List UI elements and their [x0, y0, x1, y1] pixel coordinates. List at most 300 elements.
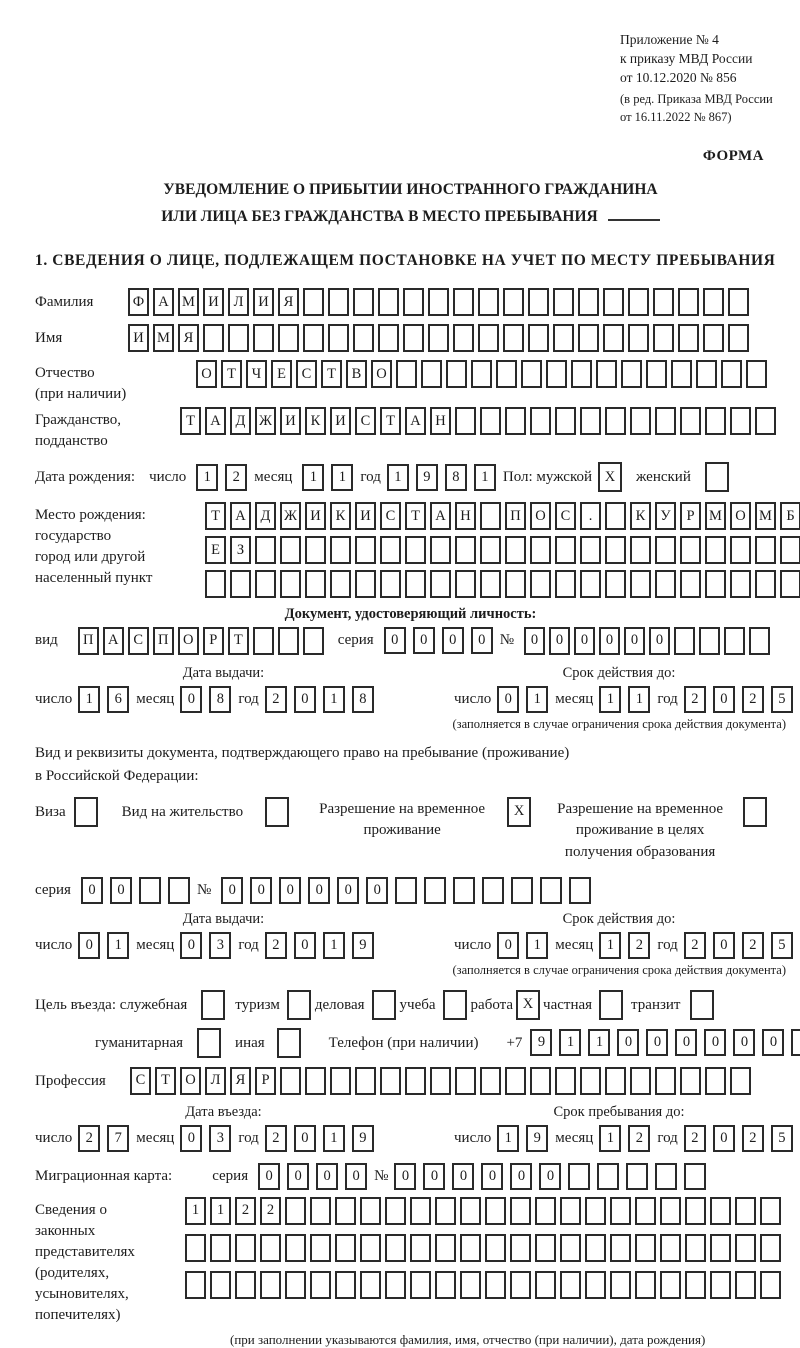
char-cell[interactable]: 2 [265, 686, 287, 713]
char-cell[interactable]: Т [380, 407, 401, 435]
char-cell[interactable]: 0 [762, 1029, 784, 1056]
char-cell[interactable] [684, 1163, 706, 1190]
char-cell[interactable] [277, 1028, 301, 1058]
char-cell[interactable] [280, 536, 301, 564]
char-cell[interactable]: М [705, 502, 726, 530]
char-cell[interactable] [260, 1234, 281, 1262]
char-cell[interactable]: Я [230, 1067, 251, 1095]
char-cell[interactable]: 2 [265, 932, 287, 959]
char-cell[interactable] [597, 1163, 619, 1190]
char-cell[interactable] [596, 360, 617, 388]
char-cell[interactable] [791, 1029, 800, 1056]
char-cell[interactable] [605, 570, 626, 598]
char-cell[interactable] [185, 1234, 206, 1262]
char-cell[interactable]: 0 [733, 1029, 755, 1056]
char-cell[interactable]: 0 [646, 1029, 668, 1056]
char-cell[interactable] [253, 324, 274, 352]
char-cell[interactable] [655, 1163, 677, 1190]
char-cell[interactable] [760, 1234, 781, 1262]
char-cell[interactable] [496, 360, 517, 388]
char-cell[interactable]: 6 [107, 686, 129, 713]
char-cell[interactable] [235, 1271, 256, 1299]
char-cell[interactable] [660, 1271, 681, 1299]
char-cell[interactable] [480, 570, 501, 598]
char-cell[interactable]: 0 [549, 627, 570, 655]
char-cell[interactable]: М [755, 502, 776, 530]
char-cell[interactable] [203, 324, 224, 352]
char-cell[interactable] [553, 324, 574, 352]
char-cell[interactable]: 0 [423, 1163, 445, 1190]
char-cell[interactable]: Е [271, 360, 292, 388]
char-cell[interactable] [380, 536, 401, 564]
char-cell[interactable] [480, 502, 501, 530]
char-cell[interactable] [305, 570, 326, 598]
char-cell[interactable] [760, 1271, 781, 1299]
char-cell[interactable] [655, 570, 676, 598]
char-cell[interactable]: 2 [684, 932, 706, 959]
char-cell[interactable] [585, 1234, 606, 1262]
char-cell[interactable] [705, 407, 726, 435]
char-cell[interactable]: Л [205, 1067, 226, 1095]
char-cell[interactable] [721, 360, 742, 388]
char-cell[interactable]: И [253, 288, 274, 316]
char-cell[interactable]: О [180, 1067, 201, 1095]
char-cell[interactable] [335, 1197, 356, 1225]
char-cell[interactable]: 1 [599, 686, 621, 713]
char-cell[interactable] [355, 536, 376, 564]
char-cell[interactable]: 8 [445, 464, 467, 491]
char-cell[interactable] [443, 990, 467, 1020]
char-cell[interactable] [680, 536, 701, 564]
char-cell[interactable] [728, 324, 749, 352]
char-cell[interactable]: С [355, 407, 376, 435]
char-cell[interactable]: 0 [316, 1163, 338, 1190]
char-cell[interactable] [435, 1197, 456, 1225]
char-cell[interactable]: Ж [280, 502, 301, 530]
char-cell[interactable] [730, 1067, 751, 1095]
char-cell[interactable] [710, 1197, 731, 1225]
char-cell[interactable] [680, 570, 701, 598]
char-cell[interactable] [605, 536, 626, 564]
char-cell[interactable] [285, 1197, 306, 1225]
char-cell[interactable]: И [203, 288, 224, 316]
char-cell[interactable]: С [380, 502, 401, 530]
char-cell[interactable] [380, 570, 401, 598]
char-cell[interactable] [555, 536, 576, 564]
char-cell[interactable]: Ч [246, 360, 267, 388]
char-cell[interactable] [460, 1197, 481, 1225]
char-cell[interactable]: Т [228, 627, 249, 655]
char-cell[interactable]: 0 [384, 627, 406, 654]
char-cell[interactable] [505, 1067, 526, 1095]
char-cell[interactable]: Т [155, 1067, 176, 1095]
char-cell[interactable]: И [355, 502, 376, 530]
char-cell[interactable] [305, 536, 326, 564]
char-cell[interactable]: 0 [471, 627, 493, 654]
char-cell[interactable]: И [305, 502, 326, 530]
char-cell[interactable]: Р [203, 627, 224, 655]
char-cell[interactable]: 0 [337, 877, 359, 904]
char-cell[interactable] [585, 1197, 606, 1225]
char-cell[interactable]: Д [255, 502, 276, 530]
char-cell[interactable] [530, 570, 551, 598]
char-cell[interactable] [353, 288, 374, 316]
char-cell[interactable]: А [430, 502, 451, 530]
char-cell[interactable] [635, 1234, 656, 1262]
char-cell[interactable] [330, 1067, 351, 1095]
char-cell[interactable]: О [196, 360, 217, 388]
char-cell[interactable] [380, 1067, 401, 1095]
char-cell[interactable] [168, 877, 190, 904]
char-cell[interactable] [328, 324, 349, 352]
char-cell[interactable] [455, 407, 476, 435]
char-cell[interactable] [553, 288, 574, 316]
char-cell[interactable] [303, 627, 324, 655]
char-cell[interactable] [568, 1163, 590, 1190]
char-cell[interactable] [503, 324, 524, 352]
char-cell[interactable] [630, 407, 651, 435]
char-cell[interactable] [635, 1271, 656, 1299]
char-cell[interactable] [260, 1271, 281, 1299]
char-cell[interactable] [585, 1271, 606, 1299]
char-cell[interactable]: З [230, 536, 251, 564]
char-cell[interactable]: О [178, 627, 199, 655]
char-cell[interactable]: 0 [413, 627, 435, 654]
char-cell[interactable]: 0 [110, 877, 132, 904]
char-cell[interactable]: Л [228, 288, 249, 316]
char-cell[interactable] [505, 407, 526, 435]
char-cell[interactable] [755, 536, 776, 564]
char-cell[interactable] [535, 1271, 556, 1299]
char-cell[interactable] [610, 1197, 631, 1225]
char-cell[interactable] [385, 1197, 406, 1225]
char-cell[interactable]: К [305, 407, 326, 435]
char-cell[interactable]: 2 [742, 932, 764, 959]
char-cell[interactable]: 0 [442, 627, 464, 654]
char-cell[interactable]: 0 [649, 627, 670, 655]
char-cell[interactable] [696, 360, 717, 388]
char-cell[interactable] [310, 1271, 331, 1299]
char-cell[interactable]: 5 [771, 686, 793, 713]
char-cell[interactable] [690, 990, 714, 1020]
char-cell[interactable]: 0 [279, 877, 301, 904]
char-cell[interactable] [278, 324, 299, 352]
char-cell[interactable] [355, 570, 376, 598]
char-cell[interactable] [728, 288, 749, 316]
char-cell[interactable] [430, 1067, 451, 1095]
char-cell[interactable] [205, 570, 226, 598]
char-cell[interactable] [410, 1271, 431, 1299]
char-cell[interactable]: 1 [107, 932, 129, 959]
char-cell[interactable] [395, 877, 417, 904]
char-cell[interactable] [503, 288, 524, 316]
char-cell[interactable] [378, 324, 399, 352]
char-cell[interactable] [453, 288, 474, 316]
char-cell[interactable]: 0 [287, 1163, 309, 1190]
char-cell[interactable] [330, 570, 351, 598]
char-cell[interactable] [578, 324, 599, 352]
char-cell[interactable] [253, 627, 274, 655]
char-cell[interactable] [355, 1067, 376, 1095]
char-cell[interactable]: 0 [510, 1163, 532, 1190]
char-cell[interactable]: П [78, 627, 99, 655]
char-cell[interactable]: 0 [78, 932, 100, 959]
char-cell[interactable]: П [505, 502, 526, 530]
char-cell[interactable]: 1 [210, 1197, 231, 1225]
char-cell[interactable]: 1 [323, 1125, 345, 1152]
char-cell[interactable]: Я [178, 324, 199, 352]
char-cell[interactable]: 0 [713, 1125, 735, 1152]
char-cell[interactable] [435, 1271, 456, 1299]
char-cell[interactable] [605, 407, 626, 435]
char-cell[interactable] [530, 1067, 551, 1095]
char-cell[interactable]: 9 [352, 932, 374, 959]
char-cell[interactable] [430, 536, 451, 564]
char-cell[interactable] [255, 570, 276, 598]
char-cell[interactable] [360, 1197, 381, 1225]
char-cell[interactable]: 1 [526, 932, 548, 959]
char-cell[interactable]: 2 [628, 1125, 650, 1152]
char-cell[interactable] [655, 536, 676, 564]
char-cell[interactable]: 0 [250, 877, 272, 904]
char-cell[interactable]: И [128, 324, 149, 352]
char-cell[interactable] [310, 1234, 331, 1262]
char-cell[interactable] [730, 536, 751, 564]
char-cell[interactable] [685, 1234, 706, 1262]
char-cell[interactable]: А [153, 288, 174, 316]
char-cell[interactable] [635, 1197, 656, 1225]
char-cell[interactable]: 2 [742, 686, 764, 713]
char-cell[interactable]: 2 [265, 1125, 287, 1152]
char-cell[interactable]: А [205, 407, 226, 435]
char-cell[interactable] [630, 536, 651, 564]
char-cell[interactable] [705, 462, 729, 492]
char-cell[interactable]: М [153, 324, 174, 352]
char-cell[interactable] [353, 324, 374, 352]
char-cell[interactable] [605, 502, 626, 530]
char-cell[interactable] [603, 288, 624, 316]
char-cell[interactable]: 9 [526, 1125, 548, 1152]
char-cell[interactable]: 2 [260, 1197, 281, 1225]
char-cell[interactable]: 1 [588, 1029, 610, 1056]
char-cell[interactable] [743, 797, 767, 827]
char-cell[interactable]: Б [780, 502, 800, 530]
char-cell[interactable]: Н [430, 407, 451, 435]
char-cell[interactable] [421, 360, 442, 388]
char-cell[interactable] [303, 324, 324, 352]
char-cell[interactable] [560, 1197, 581, 1225]
char-cell[interactable] [403, 288, 424, 316]
char-cell[interactable]: 0 [713, 686, 735, 713]
char-cell[interactable] [396, 360, 417, 388]
char-cell[interactable]: 0 [497, 932, 519, 959]
char-cell[interactable]: X [507, 797, 531, 827]
char-cell[interactable]: 1 [78, 686, 100, 713]
char-cell[interactable] [287, 990, 311, 1020]
char-cell[interactable]: 8 [352, 686, 374, 713]
char-cell[interactable]: 0 [180, 932, 202, 959]
char-cell[interactable] [630, 1067, 651, 1095]
char-cell[interactable]: 7 [107, 1125, 129, 1152]
char-cell[interactable]: 0 [599, 627, 620, 655]
char-cell[interactable]: 1 [599, 932, 621, 959]
char-cell[interactable]: 3 [209, 932, 231, 959]
char-cell[interactable]: 0 [345, 1163, 367, 1190]
char-cell[interactable]: С [128, 627, 149, 655]
char-cell[interactable] [424, 877, 446, 904]
char-cell[interactable] [405, 536, 426, 564]
char-cell[interactable] [555, 407, 576, 435]
char-cell[interactable]: А [405, 407, 426, 435]
char-cell[interactable]: 0 [221, 877, 243, 904]
char-cell[interactable]: 1 [559, 1029, 581, 1056]
char-cell[interactable] [435, 1234, 456, 1262]
char-cell[interactable]: 0 [704, 1029, 726, 1056]
char-cell[interactable] [139, 877, 161, 904]
char-cell[interactable] [703, 324, 724, 352]
char-cell[interactable] [280, 570, 301, 598]
char-cell[interactable] [303, 288, 324, 316]
char-cell[interactable] [540, 877, 562, 904]
char-cell[interactable]: 1 [497, 1125, 519, 1152]
char-cell[interactable] [235, 1234, 256, 1262]
char-cell[interactable] [705, 570, 726, 598]
char-cell[interactable] [655, 407, 676, 435]
char-cell[interactable]: 0 [394, 1163, 416, 1190]
char-cell[interactable] [521, 360, 542, 388]
char-cell[interactable]: 3 [209, 1125, 231, 1152]
char-cell[interactable] [705, 1067, 726, 1095]
char-cell[interactable] [780, 570, 800, 598]
char-cell[interactable] [626, 1163, 648, 1190]
char-cell[interactable] [330, 536, 351, 564]
char-cell[interactable] [610, 1234, 631, 1262]
char-cell[interactable]: 1 [474, 464, 496, 491]
char-cell[interactable] [735, 1234, 756, 1262]
char-cell[interactable] [699, 627, 720, 655]
char-cell[interactable] [255, 536, 276, 564]
char-cell[interactable] [749, 627, 770, 655]
char-cell[interactable] [505, 570, 526, 598]
char-cell[interactable]: 0 [294, 932, 316, 959]
char-cell[interactable] [210, 1234, 231, 1262]
char-cell[interactable]: 0 [524, 627, 545, 655]
char-cell[interactable] [455, 570, 476, 598]
char-cell[interactable]: 2 [225, 464, 247, 491]
char-cell[interactable] [678, 288, 699, 316]
char-cell[interactable]: 1 [323, 932, 345, 959]
char-cell[interactable]: С [130, 1067, 151, 1095]
char-cell[interactable] [580, 1067, 601, 1095]
char-cell[interactable]: С [296, 360, 317, 388]
char-cell[interactable] [660, 1197, 681, 1225]
char-cell[interactable] [385, 1234, 406, 1262]
char-cell[interactable]: 0 [574, 627, 595, 655]
char-cell[interactable] [560, 1234, 581, 1262]
char-cell[interactable] [653, 288, 674, 316]
char-cell[interactable]: М [178, 288, 199, 316]
char-cell[interactable]: Т [205, 502, 226, 530]
char-cell[interactable]: Р [680, 502, 701, 530]
char-cell[interactable]: Н [455, 502, 476, 530]
char-cell[interactable]: 1 [526, 686, 548, 713]
char-cell[interactable]: 1 [302, 464, 324, 491]
char-cell[interactable] [482, 877, 504, 904]
char-cell[interactable] [455, 1067, 476, 1095]
char-cell[interactable] [580, 536, 601, 564]
char-cell[interactable] [480, 1067, 501, 1095]
char-cell[interactable] [478, 324, 499, 352]
char-cell[interactable] [528, 288, 549, 316]
char-cell[interactable]: 0 [624, 627, 645, 655]
char-cell[interactable] [460, 1234, 481, 1262]
char-cell[interactable]: 0 [481, 1163, 503, 1190]
char-cell[interactable]: 2 [684, 1125, 706, 1152]
char-cell[interactable] [646, 360, 667, 388]
char-cell[interactable]: 0 [294, 1125, 316, 1152]
char-cell[interactable] [410, 1197, 431, 1225]
char-cell[interactable] [478, 288, 499, 316]
char-cell[interactable] [372, 990, 396, 1020]
char-cell[interactable]: 1 [599, 1125, 621, 1152]
char-cell[interactable] [535, 1197, 556, 1225]
char-cell[interactable]: О [530, 502, 551, 530]
char-cell[interactable] [360, 1234, 381, 1262]
char-cell[interactable] [605, 1067, 626, 1095]
char-cell[interactable] [310, 1197, 331, 1225]
char-cell[interactable]: П [153, 627, 174, 655]
char-cell[interactable] [453, 877, 475, 904]
char-cell[interactable]: 0 [675, 1029, 697, 1056]
char-cell[interactable] [628, 324, 649, 352]
char-cell[interactable]: 0 [539, 1163, 561, 1190]
char-cell[interactable]: 5 [771, 1125, 793, 1152]
char-cell[interactable] [671, 360, 692, 388]
char-cell[interactable] [485, 1197, 506, 1225]
char-cell[interactable] [560, 1271, 581, 1299]
char-cell[interactable] [724, 627, 745, 655]
char-cell[interactable] [680, 407, 701, 435]
char-cell[interactable]: 9 [530, 1029, 552, 1056]
char-cell[interactable] [510, 1234, 531, 1262]
char-cell[interactable] [430, 570, 451, 598]
char-cell[interactable] [730, 570, 751, 598]
char-cell[interactable] [510, 1197, 531, 1225]
char-cell[interactable] [628, 288, 649, 316]
char-cell[interactable] [603, 324, 624, 352]
char-cell[interactable] [746, 360, 767, 388]
char-cell[interactable] [210, 1271, 231, 1299]
char-cell[interactable]: Т [180, 407, 201, 435]
char-cell[interactable] [485, 1234, 506, 1262]
char-cell[interactable] [453, 324, 474, 352]
char-cell[interactable] [655, 1067, 676, 1095]
char-cell[interactable] [446, 360, 467, 388]
title-blank-underline[interactable] [608, 206, 660, 221]
char-cell[interactable] [530, 407, 551, 435]
char-cell[interactable]: И [330, 407, 351, 435]
char-cell[interactable] [428, 288, 449, 316]
char-cell[interactable]: 1 [387, 464, 409, 491]
char-cell[interactable] [685, 1271, 706, 1299]
char-cell[interactable] [335, 1271, 356, 1299]
char-cell[interactable] [201, 990, 225, 1020]
char-cell[interactable] [735, 1271, 756, 1299]
char-cell[interactable] [621, 360, 642, 388]
char-cell[interactable] [510, 1271, 531, 1299]
char-cell[interactable] [678, 324, 699, 352]
char-cell[interactable] [455, 536, 476, 564]
